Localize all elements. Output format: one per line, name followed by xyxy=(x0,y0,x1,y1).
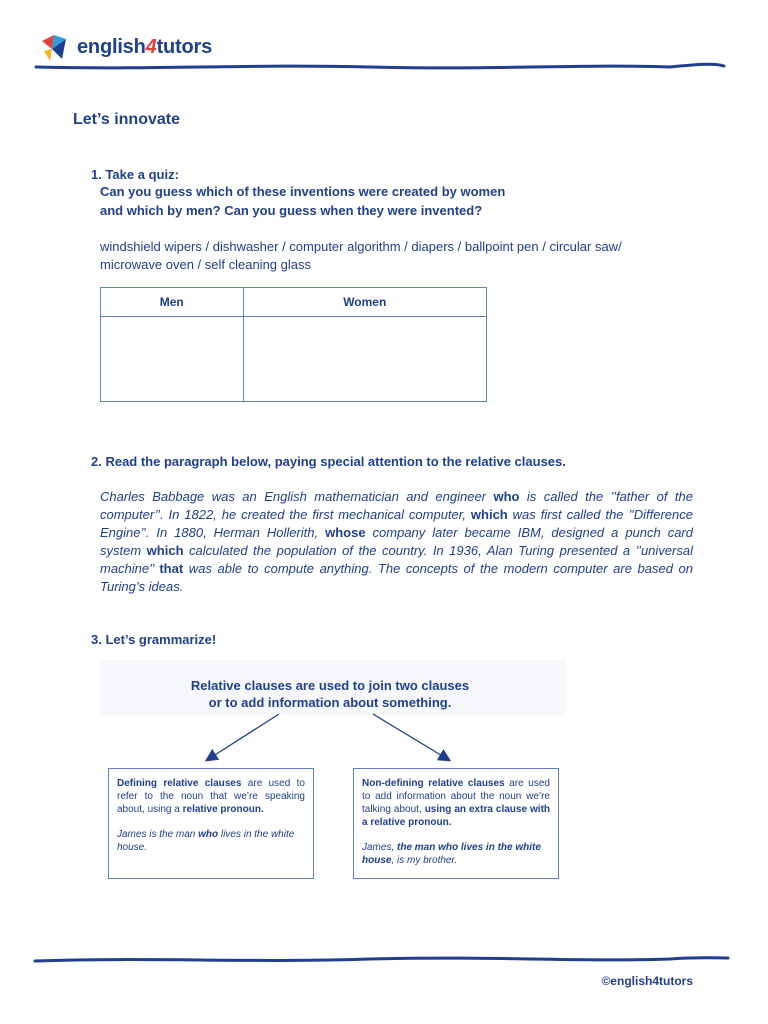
arrow-left-icon xyxy=(207,714,279,760)
relative-pronoun-which-2: which xyxy=(146,543,184,558)
footer-copyright: ©english4tutors xyxy=(601,974,693,988)
non-defining-description: Non-defining relative clauses are used to add information about the noun we’re talking about, using an extra clause with a relative pronoun. xyxy=(362,778,551,828)
non-defining-example: James, the man who lives in the white house, is my brother. xyxy=(362,842,541,866)
grammar-intro-line2: or to add information about something. xyxy=(208,695,452,710)
grammar-intro-line1: Relative clauses are used to join two clauses xyxy=(190,678,470,693)
column-header-men: Men xyxy=(101,288,244,317)
inventions-line1: windshield wipers / dishwasher / computer algorithm / diapers / ballpoint pen / circular saw/ xyxy=(100,239,622,254)
section1-heading: 1. Take a quiz: xyxy=(91,167,179,182)
relative-pronoun-which: which xyxy=(470,507,508,522)
page-title: Let’s innovate xyxy=(73,111,180,128)
column-header-women: Women xyxy=(243,288,486,317)
inventions-list xyxy=(100,238,700,274)
header-wave-divider xyxy=(30,58,730,74)
men-women-table xyxy=(100,287,487,402)
non-defining-clauses-box xyxy=(353,768,559,879)
arrow-right-icon xyxy=(373,714,449,760)
defining-clauses-box xyxy=(108,768,314,879)
footer-wave-divider xyxy=(30,951,735,967)
babbage-paragraph: Charles Babbage was an English mathematician and engineer who is called the ’’father of the computer’’. In 1822, he created the first mechanical computer, which was first called the ’’Difference Engine’’. In 1880, Herman Hollerith, whose company later became IBM, designed a punch card system which calculated the population of the country. In 1936, Alan Turing presented a ’’universal machine’’ that was able to compute anything. The concepts of the modern computer are based on Turing’s ideas. xyxy=(100,489,694,594)
defining-example: James is the man who lives in the white house. xyxy=(117,829,295,853)
relative-pronoun-who: who xyxy=(493,489,520,504)
relative-pronoun-whose: whose xyxy=(325,525,366,540)
relative-pronoun-that: that xyxy=(159,561,184,576)
grammar-intro xyxy=(180,677,480,711)
inventions-line2: microwave oven / self cleaning glass xyxy=(100,257,311,272)
defining-description: Defining relative clauses are used to refer to the noun that we’re speaking about, using a relative pronoun. xyxy=(117,778,305,815)
section2-heading: 2. Read the paragraph below, paying special attention to the relative clauses. xyxy=(91,454,566,469)
men-answer-cell[interactable] xyxy=(101,317,244,402)
section3-heading: 3. Let’s grammarize! xyxy=(91,632,217,647)
section1-question-line1: Can you guess which of these inventions were created by women xyxy=(100,184,506,199)
brand-logo-text: english4tutors xyxy=(77,36,213,58)
grammar-arrows xyxy=(195,710,465,768)
section1-question-line2: and which by men? Can you guess when they were invented? xyxy=(100,203,483,218)
women-answer-cell[interactable] xyxy=(243,317,486,402)
